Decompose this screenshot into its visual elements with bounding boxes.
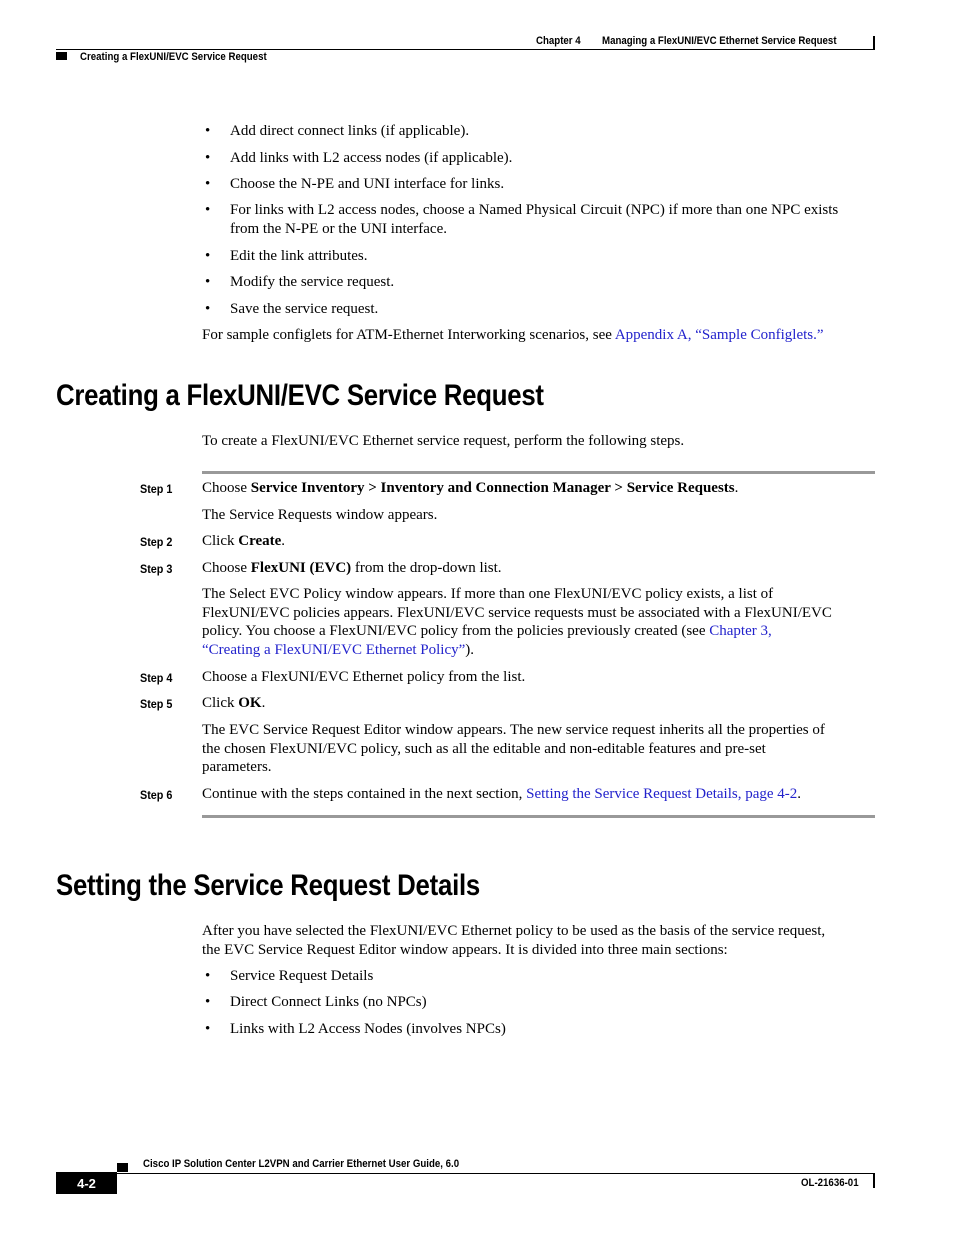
step-4-label: Step 4 — [140, 671, 173, 685]
step-1-label: Step 1 — [140, 482, 173, 496]
steps-bottom-rule — [202, 815, 875, 818]
footer-doc-id: OL-21636-01 — [801, 1177, 859, 1189]
step-1-note: The Service Requests window appears. — [202, 507, 438, 523]
step-2-label: Step 2 — [140, 535, 173, 549]
header-section: Creating a FlexUNI/EVC Service Request — [80, 51, 267, 63]
step-5-text: Click OK. — [202, 695, 266, 711]
footer-book-title: Cisco IP Solution Center L2VPN and Carrier Ethernet User Guide, 6.0 — [143, 1158, 460, 1170]
chapter-3-link[interactable]: Chapter 3, — [709, 623, 772, 639]
step-2-text: Click Create. — [202, 533, 286, 549]
chapter-3-title-link[interactable]: “Creating a FlexUNI/EVC Ethernet Policy” — [202, 641, 466, 658]
footer-rule — [56, 1173, 875, 1174]
service-request-details-link[interactable]: Setting the Service Request Details, page 4-2 — [526, 786, 798, 802]
step-5-label: Step 5 — [140, 697, 173, 711]
configlets-paragraph: For sample configlets for ATM-Ethernet Interworking scenarios, see Appendix A, “Sample Configlets.” — [202, 327, 824, 343]
section-heading-details: Setting the Service Request Details — [56, 869, 480, 902]
step-4-text: Choose a FlexUNI/EVC Ethernet policy from the list. — [202, 669, 526, 685]
page-number: 4-2 — [56, 1172, 117, 1194]
step-3-label: Step 3 — [140, 562, 173, 576]
steps-top-rule — [202, 471, 875, 474]
step-6-text: Continue with the steps contained in the next section, Setting the Service Request Details, page 4-2. — [202, 786, 802, 802]
step-3-note: The Select EVC Policy window appears. If more than one FlexUNI/EVC policy exists, a list of FlexUNI/EVC policies appears. FlexUNI/EVC service requests must be associated with a FlexUNI/EVC policy. You choose a FlexUNI/EVC policy from the policies previously created (see Chapter 3, “Creating a FlexUNI/EVC Ethernet Policy”). — [202, 586, 832, 658]
section-heading-create: Creating a FlexUNI/EVC Service Request — [56, 379, 544, 412]
header-chapter-title: Managing a FlexUNI/EVC Ethernet Service Request — [602, 35, 837, 47]
step-1-text: Choose Service Inventory > Inventory and Connection Manager > Service Requests. — [202, 480, 739, 496]
appendix-a-link[interactable]: Appendix A, “Sample Configlets.” — [614, 327, 824, 343]
footer-square-marker — [117, 1163, 128, 1172]
header-square-marker — [56, 52, 67, 60]
header-right-tick — [873, 36, 875, 50]
footer-right-tick — [873, 1174, 875, 1188]
section1-intro: To create a FlexUNI/EVC Ethernet service request, perform the following steps. — [202, 433, 685, 449]
header-chapter: Chapter 4 — [536, 35, 581, 47]
step-5-note: The EVC Service Request Editor window appears. The new service request inherits all the properties of the chosen FlexUNI/EVC policy, such as all the editable and non-editable features and pre-set parameters. — [202, 722, 825, 775]
step-3-text: Choose FlexUNI (EVC) from the drop-down list. — [202, 560, 502, 576]
header-rule — [56, 49, 875, 50]
section2-intro: After you have selected the FlexUNI/EVC Ethernet policy to be used as the basis of the service request, the EVC Service Request Editor window appears. It is divided into three main sections: — [202, 923, 826, 958]
step-6-label: Step 6 — [140, 788, 173, 802]
